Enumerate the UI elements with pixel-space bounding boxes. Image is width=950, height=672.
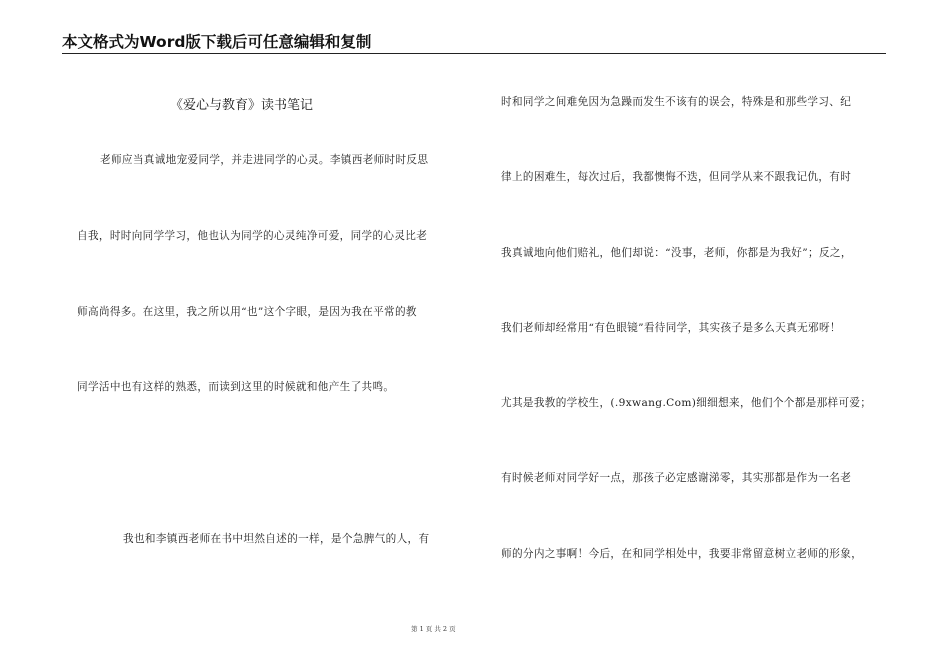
download-banner: 本文格式为Word版下载后可任意编辑和复制	[62, 33, 372, 51]
page-indicator: 第 1 页 共 2 页	[411, 625, 456, 633]
left-line-1: 老师应当真诚地宠爱同学，并走进同学的心灵。李镇西老师时时反思	[100, 154, 429, 166]
header-divider	[62, 53, 886, 54]
left-line-2: 自我，时时向同学学习，他也认为同学的心灵纯净可爱，同学的心灵比老	[77, 230, 428, 242]
right-line-5: 尤其是我教的学校生，(.9xwang.Com)细细想来，他们个个都是那样可爱；	[501, 397, 872, 409]
right-line-2: 律上的困难生，每次过后，我都懊悔不迭，但同学从来不跟我记仇，有时	[501, 171, 852, 183]
right-line-4: 我们老师却经常用“有色眼镜”看待同学，其实孩子是多么天真无邪呀！	[501, 322, 841, 334]
left-line-3: 师高尚得多。在这里，我之所以用“也”这个字眼，是因为我在平常的教	[77, 306, 417, 318]
document-title: 《爱心与教育》读书笔记	[170, 98, 314, 113]
right-line-1: 时和同学之间难免因为急躁而发生不该有的误会，特殊是和那些学习、纪	[501, 96, 852, 108]
right-line-3: 我真诚地向他们赔礼，他们却说：“没事，老师，你都是为我好”；反之，	[501, 247, 852, 259]
right-line-6: 有时候老师对同学好一点，那孩子必定感谢涕零，其实那都是作为一名老	[501, 472, 852, 484]
left-line-4: 同学活中也有这样的熟悉，而读到这里的时候就和他产生了共鸣。	[77, 381, 395, 393]
right-line-7: 师的分内之事啊！今后，在和同学相处中，我要非常留意树立老师的形象，	[501, 548, 863, 560]
left-line-5: 我也和李镇西老师在书中坦然自述的一样，是个急脾气的人，有	[123, 533, 430, 545]
